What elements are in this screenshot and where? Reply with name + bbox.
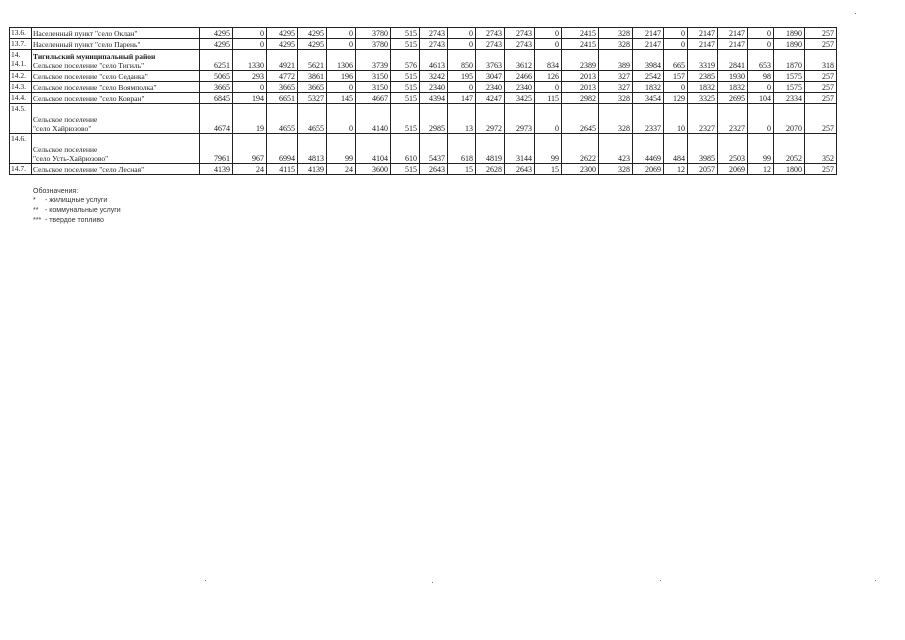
value-cell: 196 xyxy=(327,71,356,82)
value-cell: 4139 xyxy=(200,164,233,175)
legend-mark: ** xyxy=(33,207,39,214)
value-cell: 0 xyxy=(448,82,476,93)
value-cell: 3780 xyxy=(356,28,391,39)
value-cell: 2743 xyxy=(476,28,505,39)
value-cell: 1575 xyxy=(774,82,805,93)
value-cell: 2645 xyxy=(562,104,599,134)
table-row xyxy=(10,164,837,175)
legend-title: Обозначения: xyxy=(33,188,79,195)
settlement-name: Сельское поселение "село Усть-Хайрюзово" xyxy=(32,134,200,164)
value-cell: 515 xyxy=(391,39,420,50)
value-cell: 6651 xyxy=(267,93,298,104)
value-cell: 3780 xyxy=(356,39,391,50)
value-cell: 99 xyxy=(748,134,774,164)
row-number: 14.5. xyxy=(10,104,32,134)
value-cell: 2300 xyxy=(562,164,599,175)
value-cell: 3763 xyxy=(476,50,505,71)
scan-speck xyxy=(205,580,206,581)
value-cell: 1575 xyxy=(774,71,805,82)
value-cell: 2643 xyxy=(420,164,448,175)
value-cell: 2069 xyxy=(633,164,664,175)
value-cell: 4104 xyxy=(356,134,391,164)
value-cell: 834 xyxy=(535,50,562,71)
value-cell: 0 xyxy=(535,39,562,50)
value-cell: 1306 xyxy=(327,50,356,71)
value-cell: 0 xyxy=(748,28,774,39)
value-cell: 0 xyxy=(327,104,356,134)
value-cell: 7961 xyxy=(200,134,233,164)
value-cell: 328 xyxy=(599,164,633,175)
value-cell: 2013 xyxy=(562,71,599,82)
value-cell: 0 xyxy=(233,28,267,39)
table-row xyxy=(10,28,837,39)
value-cell: 0 xyxy=(748,82,774,93)
value-cell: 2385 xyxy=(688,71,718,82)
legend-text: - твердое топливо xyxy=(44,217,104,224)
row-number: 13.6. xyxy=(10,28,32,39)
value-cell: 0 xyxy=(233,39,267,50)
value-cell: 2743 xyxy=(420,39,448,50)
value-cell: 15 xyxy=(448,164,476,175)
table-row xyxy=(10,39,837,50)
value-cell: 2972 xyxy=(476,104,505,134)
settlement-name: Сельское поселение "село Лесная" xyxy=(32,164,200,175)
settlement-name: Населенный пункт "село Оклан" xyxy=(32,28,200,39)
value-cell: 653 xyxy=(748,50,774,71)
value-cell: 2743 xyxy=(420,28,448,39)
value-cell: 129 xyxy=(664,93,688,104)
tariff-table xyxy=(9,27,837,175)
value-cell: 257 xyxy=(805,93,837,104)
table-row xyxy=(10,50,837,71)
value-cell: 0 xyxy=(535,28,562,39)
value-cell: 4469 xyxy=(633,134,664,164)
value-cell: 4295 xyxy=(200,28,233,39)
settlement-name: Сельское поселение "село Седанка" xyxy=(32,71,200,82)
value-cell: 3985 xyxy=(688,134,718,164)
value-cell: 850 xyxy=(448,50,476,71)
value-cell: 328 xyxy=(599,93,633,104)
value-cell: 5065 xyxy=(200,71,233,82)
value-cell: 2628 xyxy=(476,164,505,175)
value-cell: 2982 xyxy=(562,93,599,104)
settlement-name: Сельское поселение "село Ковран" xyxy=(32,93,200,104)
value-cell: 2147 xyxy=(718,39,748,50)
legend xyxy=(33,188,121,227)
legend-text: - жилищные услуги xyxy=(44,197,108,204)
settlement-name: Населенный пункт "село Парень" xyxy=(32,39,200,50)
value-cell: 4140 xyxy=(356,104,391,134)
value-cell: 0 xyxy=(664,28,688,39)
value-cell: 0 xyxy=(327,28,356,39)
value-cell: 4115 xyxy=(267,164,298,175)
value-cell: 257 xyxy=(805,164,837,175)
value-cell: 3150 xyxy=(356,82,391,93)
value-cell: 610 xyxy=(391,134,420,164)
value-cell: 194 xyxy=(233,93,267,104)
value-cell: 12 xyxy=(748,164,774,175)
value-cell: 2415 xyxy=(562,28,599,39)
value-cell: 2147 xyxy=(633,28,664,39)
value-cell: 6994 xyxy=(267,134,298,164)
row-number: 14.2. xyxy=(10,71,32,82)
value-cell: 6845 xyxy=(200,93,233,104)
value-cell: 1330 xyxy=(233,50,267,71)
value-cell: 1832 xyxy=(688,82,718,93)
legend-mark: *** xyxy=(33,217,42,224)
scan-speck xyxy=(875,580,876,581)
value-cell: 4819 xyxy=(476,134,505,164)
value-cell: 4295 xyxy=(298,39,327,50)
value-cell: 967 xyxy=(233,134,267,164)
table-body xyxy=(10,28,837,175)
value-cell: 1870 xyxy=(774,50,805,71)
value-cell: 5621 xyxy=(298,50,327,71)
value-cell: 2695 xyxy=(718,93,748,104)
value-cell: 19 xyxy=(233,104,267,134)
value-cell: 2743 xyxy=(505,39,535,50)
value-cell: 0 xyxy=(448,28,476,39)
value-cell: 3425 xyxy=(505,93,535,104)
value-cell: 257 xyxy=(805,104,837,134)
value-cell: 4674 xyxy=(200,104,233,134)
value-cell: 0 xyxy=(535,82,562,93)
value-cell: 157 xyxy=(664,71,688,82)
row-number: 14. 14.1. xyxy=(10,50,32,71)
value-cell: 4921 xyxy=(267,50,298,71)
value-cell: 2503 xyxy=(718,134,748,164)
value-cell: 3325 xyxy=(688,93,718,104)
value-cell: 1890 xyxy=(774,28,805,39)
value-cell: 0 xyxy=(448,39,476,50)
table-row xyxy=(10,71,837,82)
value-cell: 515 xyxy=(391,164,420,175)
value-cell: 3600 xyxy=(356,164,391,175)
value-cell: 2147 xyxy=(688,39,718,50)
table-row xyxy=(10,93,837,104)
value-cell: 3047 xyxy=(476,71,505,82)
value-cell: 4295 xyxy=(267,28,298,39)
value-cell: 3665 xyxy=(200,82,233,93)
value-cell: 2327 xyxy=(688,104,718,134)
value-cell: 5437 xyxy=(420,134,448,164)
value-cell: 2415 xyxy=(562,39,599,50)
value-cell: 2973 xyxy=(505,104,535,134)
value-cell: 4139 xyxy=(298,164,327,175)
value-cell: 126 xyxy=(535,71,562,82)
value-cell: 4295 xyxy=(200,39,233,50)
legend-text: - коммунальные услуги xyxy=(44,207,121,214)
value-cell: 2743 xyxy=(505,28,535,39)
scan-speck xyxy=(432,582,433,583)
value-cell: 327 xyxy=(599,82,633,93)
value-cell: 3144 xyxy=(505,134,535,164)
value-cell: 4655 xyxy=(267,104,298,134)
value-cell: 3984 xyxy=(633,50,664,71)
value-cell: 3739 xyxy=(356,50,391,71)
value-cell: 3454 xyxy=(633,93,664,104)
value-cell: 4247 xyxy=(476,93,505,104)
value-cell: 5327 xyxy=(298,93,327,104)
value-cell: 3319 xyxy=(688,50,718,71)
value-cell: 4295 xyxy=(298,28,327,39)
value-cell: 13 xyxy=(448,104,476,134)
value-cell: 2643 xyxy=(505,164,535,175)
value-cell: 3612 xyxy=(505,50,535,71)
table-row xyxy=(10,134,837,164)
value-cell: 2334 xyxy=(774,93,805,104)
value-cell: 4667 xyxy=(356,93,391,104)
value-cell: 145 xyxy=(327,93,356,104)
value-cell: 0 xyxy=(748,39,774,50)
value-cell: 2743 xyxy=(476,39,505,50)
value-cell: 1890 xyxy=(774,39,805,50)
value-cell: 0 xyxy=(664,82,688,93)
value-cell: 0 xyxy=(535,104,562,134)
row-number: 14.3. xyxy=(10,82,32,93)
value-cell: 618 xyxy=(448,134,476,164)
value-cell: 2622 xyxy=(562,134,599,164)
value-cell: 484 xyxy=(664,134,688,164)
value-cell: 515 xyxy=(391,28,420,39)
value-cell: 293 xyxy=(233,71,267,82)
value-cell: 15 xyxy=(535,164,562,175)
value-cell: 515 xyxy=(391,82,420,93)
value-cell: 0 xyxy=(664,39,688,50)
value-cell: 3665 xyxy=(298,82,327,93)
settlement-name: Сельское поселение "село Воямполка" xyxy=(32,82,200,93)
value-cell: 328 xyxy=(599,28,633,39)
value-cell: 665 xyxy=(664,50,688,71)
value-cell: 1930 xyxy=(718,71,748,82)
value-cell: 2052 xyxy=(774,134,805,164)
table-row xyxy=(10,104,837,134)
row-number: 14.4. xyxy=(10,93,32,104)
value-cell: 257 xyxy=(805,82,837,93)
value-cell: 2985 xyxy=(420,104,448,134)
value-cell: 0 xyxy=(233,82,267,93)
value-cell: 3665 xyxy=(267,82,298,93)
legend-item-housing xyxy=(33,197,121,204)
value-cell: 2340 xyxy=(420,82,448,93)
value-cell: 2466 xyxy=(505,71,535,82)
settlement-name: Тигильский муниципальный район Сельское поселение "село Тигиль" xyxy=(32,50,200,71)
value-cell: 515 xyxy=(391,93,420,104)
value-cell: 0 xyxy=(327,82,356,93)
legend-mark: * xyxy=(33,197,36,204)
value-cell: 98 xyxy=(748,71,774,82)
value-cell: 2069 xyxy=(718,164,748,175)
value-cell: 2340 xyxy=(476,82,505,93)
value-cell: 4613 xyxy=(420,50,448,71)
value-cell: 4772 xyxy=(267,71,298,82)
value-cell: 327 xyxy=(599,71,633,82)
row-number: 13.7. xyxy=(10,39,32,50)
value-cell: 6251 xyxy=(200,50,233,71)
value-cell: 352 xyxy=(805,134,837,164)
value-cell: 4394 xyxy=(420,93,448,104)
value-cell: 1832 xyxy=(633,82,664,93)
value-cell: 24 xyxy=(233,164,267,175)
value-cell: 99 xyxy=(535,134,562,164)
value-cell: 4813 xyxy=(298,134,327,164)
value-cell: 0 xyxy=(327,39,356,50)
value-cell: 328 xyxy=(599,39,633,50)
value-cell: 2389 xyxy=(562,50,599,71)
value-cell: 99 xyxy=(327,134,356,164)
value-cell: 2057 xyxy=(688,164,718,175)
settlement-name: Сельское поселение "село Хайрюзово" xyxy=(32,104,200,134)
scan-speck xyxy=(855,13,856,14)
value-cell: 4655 xyxy=(298,104,327,134)
value-cell: 0 xyxy=(748,104,774,134)
value-cell: 4295 xyxy=(267,39,298,50)
value-cell: 423 xyxy=(599,134,633,164)
value-cell: 318 xyxy=(805,50,837,71)
value-cell: 2013 xyxy=(562,82,599,93)
value-cell: 576 xyxy=(391,50,420,71)
value-cell: 257 xyxy=(805,39,837,50)
value-cell: 2147 xyxy=(688,28,718,39)
scan-speck xyxy=(660,580,661,581)
value-cell: 3861 xyxy=(298,71,327,82)
value-cell: 12 xyxy=(664,164,688,175)
value-cell: 2337 xyxy=(633,104,664,134)
value-cell: 115 xyxy=(535,93,562,104)
row-number: 14.7. xyxy=(10,164,32,175)
value-cell: 10 xyxy=(664,104,688,134)
value-cell: 257 xyxy=(805,28,837,39)
value-cell: 2070 xyxy=(774,104,805,134)
value-cell: 2147 xyxy=(633,39,664,50)
value-cell: 104 xyxy=(748,93,774,104)
table-row xyxy=(10,82,837,93)
value-cell: 257 xyxy=(805,71,837,82)
value-cell: 24 xyxy=(327,164,356,175)
value-cell: 1800 xyxy=(774,164,805,175)
value-cell: 2327 xyxy=(718,104,748,134)
legend-item-utilities xyxy=(33,207,121,214)
row-number: 14.6. xyxy=(10,134,32,164)
value-cell: 2147 xyxy=(718,28,748,39)
value-cell: 1832 xyxy=(718,82,748,93)
value-cell: 3150 xyxy=(356,71,391,82)
value-cell: 389 xyxy=(599,50,633,71)
value-cell: 2542 xyxy=(633,71,664,82)
value-cell: 2841 xyxy=(718,50,748,71)
legend-item-fuel xyxy=(33,217,121,224)
value-cell: 3242 xyxy=(420,71,448,82)
value-cell: 147 xyxy=(448,93,476,104)
value-cell: 515 xyxy=(391,71,420,82)
value-cell: 195 xyxy=(448,71,476,82)
value-cell: 2340 xyxy=(505,82,535,93)
value-cell: 515 xyxy=(391,104,420,134)
value-cell: 328 xyxy=(599,104,633,134)
